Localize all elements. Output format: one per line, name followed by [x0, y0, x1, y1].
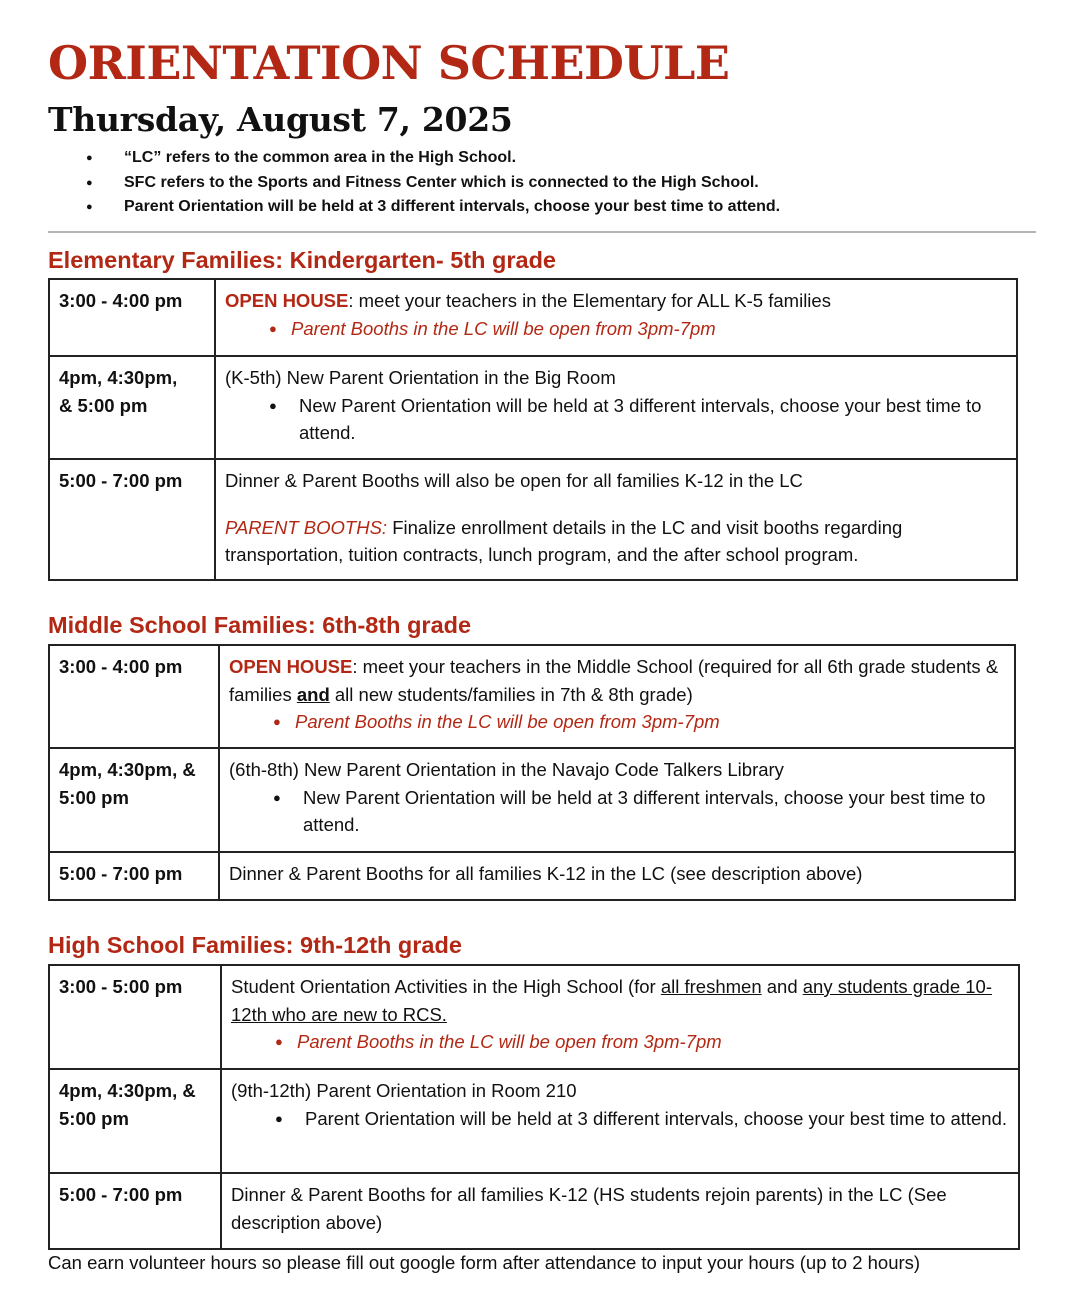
- activity-text: : meet your teachers in the Elementary for ALL K-5 families: [348, 290, 831, 311]
- time-cell: 3:00 - 4:00 pm: [49, 279, 215, 356]
- schedule-table-elementary: [48, 278, 1018, 581]
- time-cell: 5:00 - 7:00 pm: [49, 459, 215, 580]
- activity-text: (K-5th) New Parent Orientation in the Big Room: [225, 367, 616, 388]
- section-title-middle: Middle School Families: 6th-8th grade: [48, 612, 472, 638]
- time-cell: 5:00 - 7:00 pm: [49, 852, 219, 900]
- parent-booths-label: PARENT BOOTHS:: [225, 516, 388, 538]
- activity-text: all new students/families in 7th & 8th grade): [329, 683, 693, 705]
- bullet-item: ● New Parent Orientation will be held at 3 different intervals, choose your best time to attend.: [225, 392, 1007, 447]
- activity-cell: [221, 965, 1019, 1069]
- bullet-item: [229, 708, 1005, 736]
- activity-cell: [219, 748, 1015, 852]
- activity-cell: [215, 279, 1017, 356]
- note-item: ● Parent Orientation will be held at 3 different intervals, choose your best time to attend.: [48, 195, 780, 220]
- activity-text: and: [761, 976, 803, 997]
- note-item: ● SFC refers to the Sports and Fitness Center which is connected to the High School.: [48, 171, 780, 196]
- open-house-label: OPEN HOUSE: [229, 656, 353, 677]
- activity-cell: [215, 459, 1017, 580]
- section-title-elementary: Elementary Families: Kindergarten- 5th grade: [48, 247, 557, 273]
- schedule-table-middle: [48, 644, 1016, 901]
- footer-note: Can earn volunteer hours so please fill out google form after attendance to input your hours (up to 2 hours): [48, 1252, 921, 1273]
- activity-text: (9th-12th) Parent Orientation in Room 210: [231, 1080, 577, 1101]
- activity-text: (6th-8th) New Parent Orientation in the Navajo Code Talkers Library: [229, 759, 784, 780]
- bullet-item: ● Parent Orientation will be held at 3 different intervals, choose your best time to attend.: [231, 1105, 1009, 1133]
- activity-cell: Dinner & Parent Booths for all families K-12 in the LC (see description above): [219, 852, 1015, 900]
- time-cell: 5:00 - 7:00 pm: [49, 1173, 221, 1249]
- activity-cell: [219, 645, 1015, 748]
- table-row: [49, 459, 1017, 580]
- time-line: 4pm, 4:30pm,: [59, 367, 178, 388]
- event-date: Thursday, August 7, 2025: [48, 100, 513, 139]
- activity-text: Finalize enrollment details in the LC and visit booths regarding transportation, tuition contracts, lunch program, and the after school program.: [225, 516, 903, 565]
- time-line: 5:00 pm: [59, 1107, 129, 1129]
- table-row: [49, 1069, 1019, 1173]
- activity-text: : meet your teachers in the Middle School (required for all 6th grade students & families: [229, 656, 999, 705]
- booth-note: Parent Booths in the LC will be open from 3pm-7pm: [297, 1031, 722, 1052]
- open-house-label: OPEN HOUSE: [225, 290, 349, 311]
- table-row: [49, 965, 1019, 1069]
- booth-note: Parent Booths in the LC will be open from 3pm-7pm: [291, 317, 716, 339]
- table-row: [49, 852, 1015, 900]
- table-row: [49, 1173, 1019, 1249]
- time-cell: 3:00 - 4:00 pm: [49, 645, 219, 748]
- table-row: [49, 279, 1017, 356]
- activity-cell: Dinner & Parent Booths for all families K-12 (HS students rejoin parents) in the LC (See description above): [221, 1173, 1019, 1249]
- schedule-table-high: [48, 964, 1020, 1250]
- time-line: 4pm, 4:30pm, &: [59, 1080, 196, 1101]
- time-line: 5:00 pm: [59, 786, 129, 808]
- time-cell: [49, 748, 219, 852]
- bullet-item: [231, 1028, 1009, 1056]
- booth-note: Parent Booths in the LC will be open from 3pm-7pm: [295, 711, 720, 732]
- emphasis-text: and: [296, 683, 330, 705]
- table-row: [49, 645, 1015, 748]
- notes-list: [48, 146, 780, 220]
- table-row: [49, 356, 1017, 459]
- time-line: 4pm, 4:30pm, &: [59, 759, 196, 780]
- time-cell: 3:00 - 5:00 pm: [49, 965, 221, 1069]
- table-row: [49, 748, 1015, 852]
- time-cell: [49, 1069, 221, 1173]
- activity-text: Student Orientation Activities in the High School (for: [231, 976, 661, 997]
- activity-cell: [221, 1069, 1019, 1173]
- section-title-high: High School Families: 9th-12th grade: [48, 932, 462, 958]
- note-item: ● “LC” refers to the common area in the High School.: [48, 146, 780, 171]
- activity-text: Dinner & Parent Booths will also be open for all families K-12 in the LC: [225, 470, 803, 491]
- underlined-text: all freshmen: [660, 976, 762, 997]
- bullet-item: ● New Parent Orientation will be held at 3 different intervals, choose your best time to attend.: [229, 784, 1005, 839]
- horizontal-divider: [48, 231, 1036, 233]
- time-line: & 5:00 pm: [59, 394, 148, 416]
- activity-cell: [215, 356, 1017, 459]
- bullet-item: [225, 315, 1007, 343]
- time-cell: [49, 356, 215, 459]
- underlined-text: any students grade 10-12th who are new to RCS.: [231, 976, 993, 1025]
- page-title: ORIENTATION SCHEDULE: [48, 36, 730, 90]
